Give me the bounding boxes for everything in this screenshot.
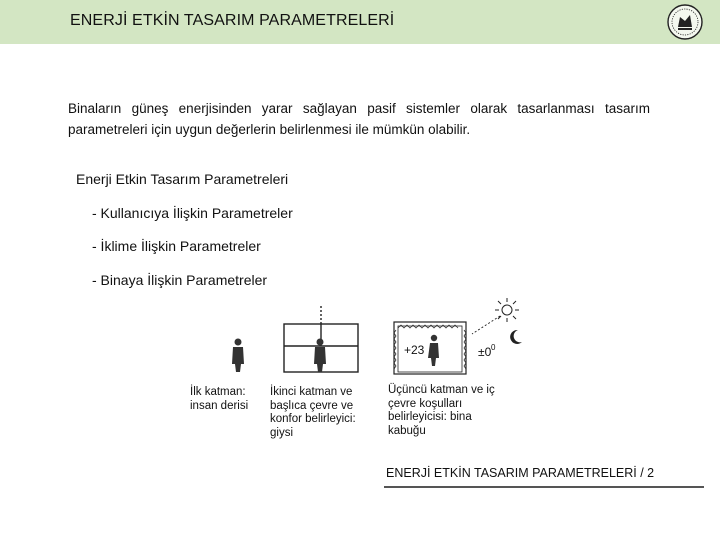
list-item: - Binaya İlişkin Parametreler (92, 272, 268, 288)
list-title: Enerji Etkin Tasarım Parametreleri (76, 171, 289, 187)
list-item: - İklime İlişkin Parametreler (92, 238, 261, 254)
temp-outside-unit: 0 (491, 343, 496, 352)
person-figure-3 (428, 335, 439, 366)
university-seal-icon (666, 3, 704, 41)
person-figure-1 (232, 339, 244, 373)
slide-footer: ENERJİ ETKİN TASARIM PARAMETRELERİ / 2 (386, 466, 655, 480)
caption-layer-1: İlk katman: insan derisi (190, 386, 249, 412)
page-title: ENERJİ ETKİN TASARIM PARAMETRELERİ (70, 12, 395, 29)
sun-icon (495, 298, 519, 322)
caption-layer-3: Üçüncü katman ve iç çevre koşulları belirleyicisi: bina kabuğu (388, 384, 495, 437)
footer-divider (384, 486, 704, 488)
person-figure-2 (314, 339, 326, 373)
temp-outside: ±0 (478, 345, 492, 359)
header-bar (0, 0, 720, 44)
temp-inside: +23 (404, 343, 425, 357)
caption-layer-2: İkinci katman ve başlıca çevre ve konfor belirleyici: giysi (270, 386, 356, 439)
intro-paragraph: Binaların güneş enerjisinden yarar sağlayan pasif sistemler olarak tasarlanması tasarım parametreleri için uygun değerlerin belirlenmesi ile mümkün olabilir. (68, 101, 650, 137)
moon-icon (510, 330, 522, 344)
list-item: - Kullanıcıya İlişkin Parametreler (92, 205, 293, 221)
sun-ray (472, 316, 500, 334)
